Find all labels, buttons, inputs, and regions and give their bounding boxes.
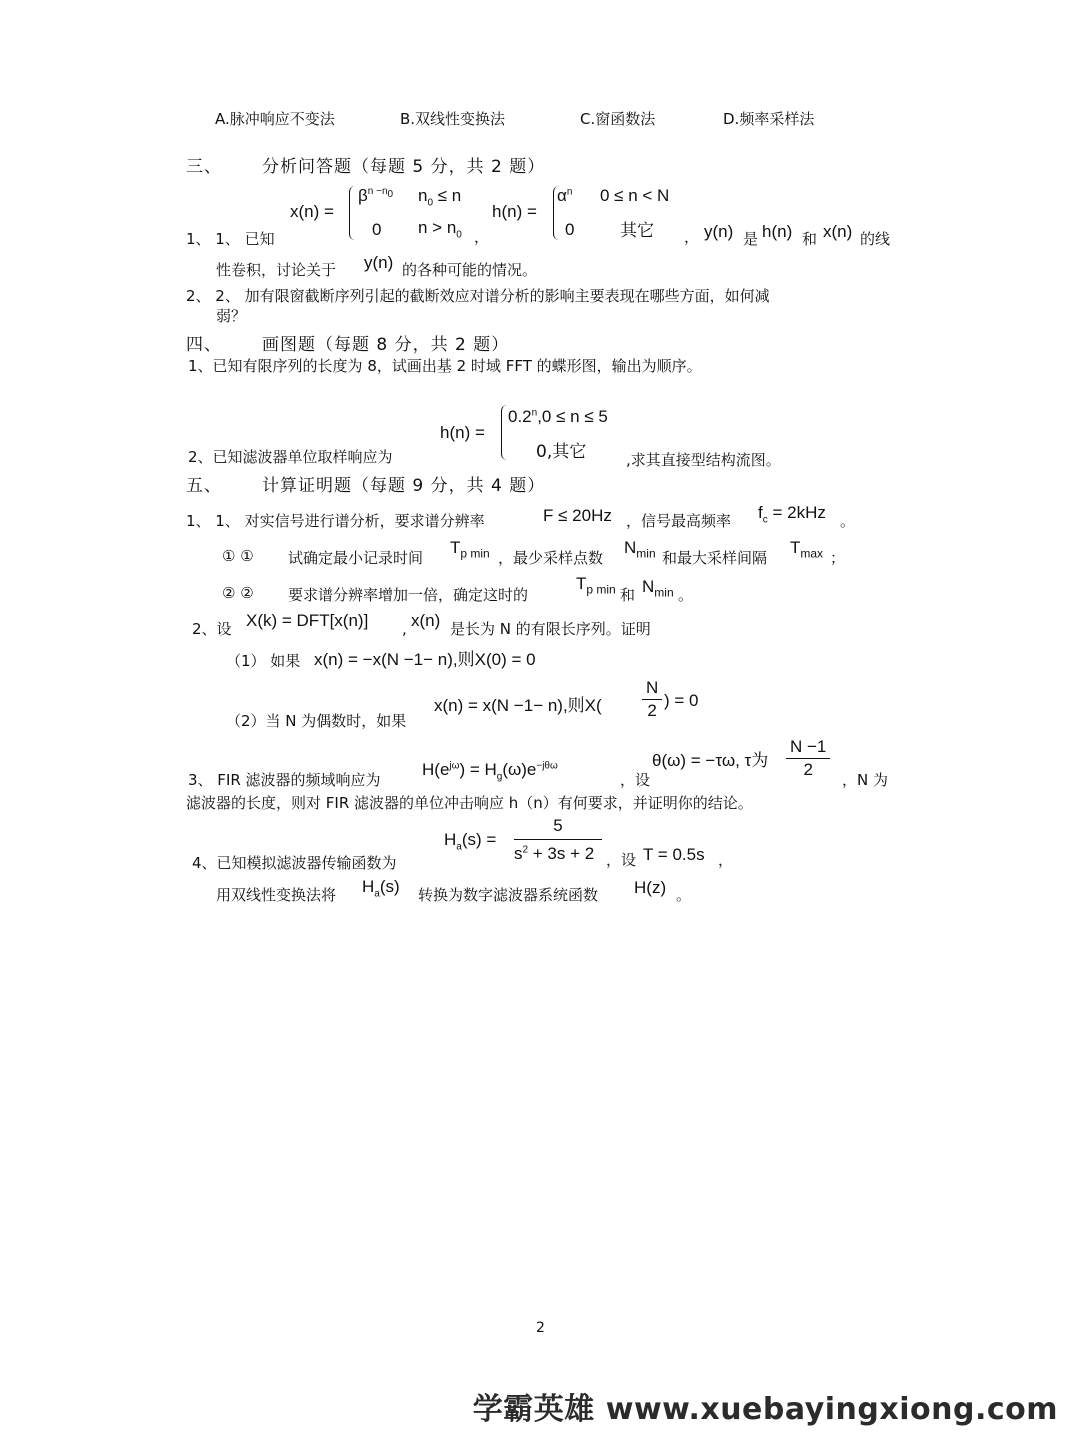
s3-q1-line2-b: 的各种可能的情况。 <box>402 261 538 279</box>
s5-q2-p2-label: （2）当 N 为偶数时，如果 <box>226 712 407 730</box>
s5-q2-p2-frac <box>642 678 662 721</box>
section5-number: 五、 <box>186 476 222 496</box>
s3-q1-line2-a: 性卷积，讨论关于 <box>216 261 337 279</box>
s4-q2-hn-label: h(n) = <box>440 423 485 442</box>
s5-q2-text: 是长为 N 的有限长序列。证明 <box>450 620 651 638</box>
s3-q1-hn2: h(n) <box>762 222 793 241</box>
section4-title: 画图题（每题 8 分，共 2 题） <box>262 335 510 355</box>
s5-q2-prefix: 2、设 <box>192 620 232 638</box>
s3-q1-alpha-term: $\alpha^n$ <box>557 186 573 205</box>
s3-q1-zero-1: 0 <box>372 220 382 239</box>
choice-c: C.窗函数法 <box>580 110 656 128</box>
section5-title: 计算证明题（每题 9 分，共 4 题） <box>262 476 546 496</box>
s5-q1-fc: $f_c = 2kHz$ <box>758 503 826 526</box>
s5-q1-sub2-text: 要求谱分辨率增加一倍，确定这时的 <box>288 586 529 604</box>
s5-q2-p2-numerator: N <box>642 678 662 700</box>
s5-q3-line2: 滤波器的长度，则对 FIR 滤波器的单位冲击响应 h（n）有何要求，并证明你的结论。 <box>186 794 753 812</box>
s3-q1-brace-1 <box>349 186 358 240</box>
s3-q1-cond-2: $n > n_0$ <box>418 218 462 241</box>
s5-q1-sub1-text: 试确定最小记录时间 <box>288 549 424 567</box>
s3-q1-cond-3: 0 ≤ n < N <box>600 186 670 205</box>
s5-q3-H: $H(e^{j\omega}) = H_g(\omega)e^{-j\theta\omega}$ <box>422 760 558 783</box>
s3-q1-of-line: 的线 <box>860 230 891 248</box>
s5-q4-Ha2: $H_a(s)$ <box>362 877 400 900</box>
s4-q1-text: 1、已知有限序列的长度为 8，试画出基 2 时域 FFT 的蝶形图，输出为顺序。 <box>188 357 702 375</box>
s5-q2-p2-denominator: 2 <box>647 701 657 720</box>
s5-q4-T: T = 0.5s <box>643 845 705 864</box>
s5-q3-frac <box>786 737 830 780</box>
s3-q1-yn3: y(n) <box>364 253 394 272</box>
s3-q2-line2: 弱？ <box>216 307 247 325</box>
s5-q2-p1-label: （1） 如果 <box>226 652 301 670</box>
page-number: 2 <box>536 1320 545 1336</box>
s5-q3-set: ，设 <box>620 771 651 789</box>
s4-q2-suffix: ,求其直接型结构流图。 <box>626 451 781 469</box>
s5-q2-p1-eq: x(n) = −x(N −1− n),则X(0) = 0 <box>314 650 536 669</box>
s5-q2-X: X(k) = DFT[x(n)] <box>246 611 369 630</box>
s5-q1-sub2-marks: ② ② <box>222 584 254 602</box>
s5-q3-theta: θ(ω) = −τω, τ为 <box>652 751 769 770</box>
s5-q1-N2: $N_{min}$ <box>642 577 674 600</box>
s5-q4-Hz: H(z) <box>634 878 667 897</box>
s3-q1-xn2: x(n) <box>823 222 853 241</box>
s3-q1-beta-term: $\beta^{n -n_0}$ <box>358 186 394 205</box>
choice-a: A.脉冲响应不变法 <box>215 110 335 128</box>
s3-q1-xn-label: x(n) = <box>290 202 334 221</box>
s5-q3-tail: ，N 为 <box>842 771 888 789</box>
footer-watermark: 学霸英雄 www.xuebayingxiong.com <box>472 1392 1058 1427</box>
s3-q1-yn: y(n) <box>704 222 734 241</box>
s3-q1-prefix: 1、 1、 已知 <box>186 230 275 248</box>
s5-q4-set: ，设 <box>606 851 637 869</box>
choice-d: D.频率采样法 <box>723 110 815 128</box>
s5-q4-fraction-bar <box>514 839 602 840</box>
s4-q2-case2: 0,其它 <box>536 442 587 462</box>
s3-q1-and: 和 <box>802 230 818 248</box>
s5-q1-F: F ≤ 20Hz <box>543 506 612 525</box>
s3-q1-tail-comma: ， <box>684 228 700 246</box>
s3-q2-line1: 2、 2、 加有限窗截断序列引起的截断效应对谱分析的影响主要表现在哪些方面，如何减 <box>186 287 770 305</box>
s5-q4-line2-b: 转换为数字滤波器系统函数 <box>418 886 599 904</box>
s5-q4-Ha: $H_a(s)$ = <box>444 830 497 853</box>
s5-q1-sub1-text2: ，最少采样点数 <box>498 549 604 567</box>
s5-q1-Tp: $T_{p min}$ <box>450 538 490 561</box>
section3-title: 分析问答题（每题 5 分，共 2 题） <box>262 157 546 177</box>
s3-q1-other: 其它 <box>620 221 654 241</box>
s5-q4-prefix: 4、已知模拟滤波器传输函数为 <box>192 854 397 872</box>
s5-q3-denominator: 2 <box>803 760 813 779</box>
s5-q4-numerator: 5 <box>553 816 563 835</box>
choice-b: B.双线性变换法 <box>400 110 506 128</box>
s5-q1-sub2-and: 和 <box>620 586 636 604</box>
s5-q3-prefix: 3、 FIR 滤波器的频域响应为 <box>188 771 381 789</box>
s5-q1-end: 。 <box>840 512 856 530</box>
s3-q1-is: 是 <box>743 230 759 248</box>
s5-q1-sub1-text3: 和最大采样间隔 <box>662 549 768 567</box>
s5-q2-xn: x(n) <box>411 611 441 630</box>
s5-q1-prefix: 1、 1、 对实信号进行谱分析，要求谱分辨率 <box>186 512 485 530</box>
s3-q1-hn-label: h(n) = <box>492 202 537 221</box>
section3-number: 三、 <box>186 157 222 177</box>
s3-q1-cond-1: $n_0 \le n$ <box>418 186 462 209</box>
s3-q1-comma: ， <box>474 228 490 246</box>
s4-q2-prefix: 2、已知滤波器单位取样响应为 <box>188 448 393 466</box>
s5-q1-sub2-end: 。 <box>678 586 694 604</box>
s5-q1-sub1-end: ； <box>830 549 846 567</box>
s5-q4-set-end: ， <box>718 851 734 869</box>
s5-q4-line2-a: 用双线性变换法将 <box>216 886 337 904</box>
s5-q4-denominator: $s^2 + 3s + 2$ <box>514 844 595 863</box>
s5-q2-comma: , <box>402 620 407 638</box>
s5-q1-Tmax: $T_{max}$ <box>790 538 824 561</box>
s5-q1-sub1-marks: ① ① <box>222 547 254 565</box>
s5-q1-N: $N_{min}$ <box>624 538 656 561</box>
s5-q1-mid: ，信号最高频率 <box>626 512 732 530</box>
s4-q2-case1: $0.2^n,0 \le n \le 5$ <box>508 407 608 426</box>
section4-number: 四、 <box>186 335 222 355</box>
s5-q1-Tp2: $T_{p min}$ <box>576 574 616 597</box>
s5-q2-p2-eq: x(n) = x(N −1− n),则X( <box>434 696 602 715</box>
s5-q2-p2-tail: ) = 0 <box>664 691 699 710</box>
s5-q4-line2-end: 。 <box>676 886 692 904</box>
s3-q1-zero-2: 0 <box>565 220 575 239</box>
s5-q3-numerator: N −1 <box>786 737 830 759</box>
